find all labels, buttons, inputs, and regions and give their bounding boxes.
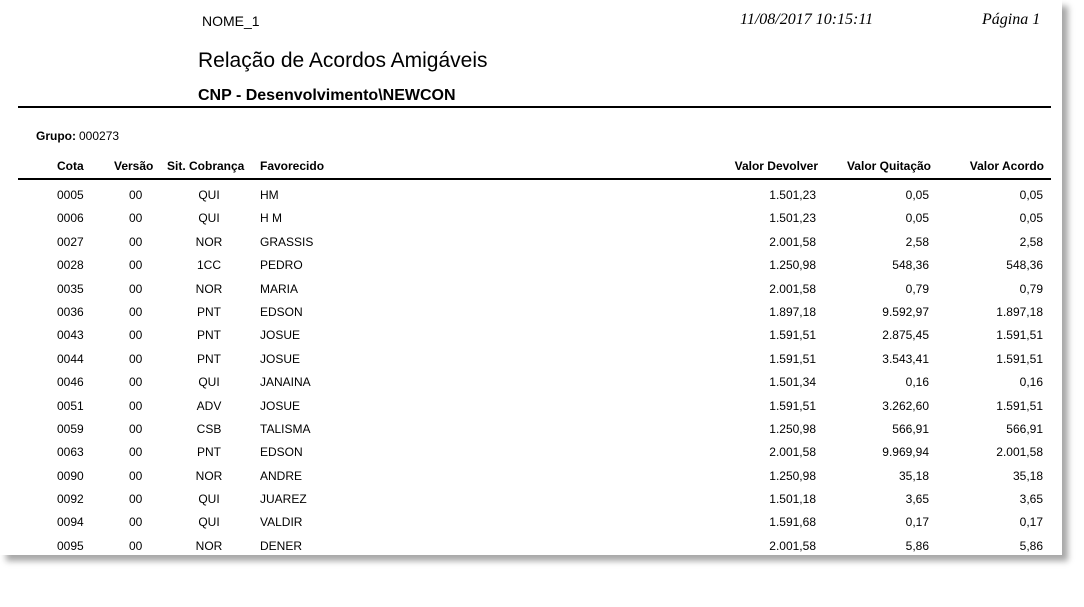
cell-versao: 00 [129,281,143,296]
column-header-cota: Cota [57,159,84,173]
cell-valor-acordo: 2.001,58 [996,445,1043,460]
cell-favorecido: JANAINA [260,375,311,390]
cell-sit-cobranca: QUI [198,375,220,390]
cell-valor-devolver: 1.897,18 [769,304,816,319]
group-label: Grupo: [36,129,76,143]
cell-favorecido: JOSUE [260,398,301,413]
cell-cota: 0059 [57,421,84,436]
column-header-sit-cobranca: Sit. Cobrança [167,159,245,173]
cell-valor-quitacao: 2.875,45 [882,328,929,343]
cell-versao: 00 [129,398,143,413]
cell-valor-acordo: 35,18 [1012,468,1043,483]
cell-valor-quitacao: 9.592,97 [882,304,929,319]
table-row [0,209,1062,232]
cell-valor-acordo: 0,05 [1019,188,1043,202]
cell-valor-acordo: 1.591,51 [996,351,1043,366]
cell-versao: 00 [129,375,143,390]
cell-favorecido: HM [260,188,279,202]
table-row [0,467,1062,490]
table-row [0,537,1062,555]
cell-valor-acordo: 566,91 [1006,421,1043,436]
cell-cota: 0043 [57,328,84,343]
table-row [0,280,1062,303]
cell-sit-cobranca: PNT [197,328,221,343]
cell-valor-devolver: 1.591,68 [769,515,816,530]
cell-valor-quitacao: 548,36 [892,258,929,273]
cell-favorecido: MARIA [260,281,299,296]
cell-cota: 0094 [57,515,84,530]
cell-cota: 0095 [57,538,84,553]
cell-valor-acordo: 1.897,18 [996,304,1043,319]
cell-versao: 00 [129,445,143,460]
cell-valor-acordo: 1.591,51 [996,328,1043,343]
cell-valor-acordo: 0,17 [1019,515,1043,530]
cell-valor-quitacao: 566,91 [892,421,929,436]
cell-cota: 0036 [57,304,84,319]
cell-versao: 00 [129,351,143,366]
cell-favorecido: JOSUE [260,351,301,366]
cell-valor-acordo: 0,05 [1019,211,1043,226]
cell-versao: 00 [129,234,143,249]
header-divider [18,106,1051,108]
table-row [0,443,1062,466]
cell-valor-quitacao: 3.543,41 [882,351,929,366]
cell-valor-quitacao: 0,79 [905,281,929,296]
cell-valor-quitacao: 35,18 [898,468,929,483]
cell-cota: 0006 [57,211,84,226]
cell-cota: 0092 [57,492,84,507]
cell-sit-cobranca: NOR [195,538,223,553]
cell-favorecido: VALDIR [260,515,303,530]
cell-valor-devolver: 1.501,18 [769,492,816,507]
cell-versao: 00 [129,538,143,553]
cell-versao: 00 [129,328,143,343]
cell-valor-acordo: 0,79 [1019,281,1043,296]
report-subtitle: CNP - Desenvolvimento\NEWCON [198,87,456,104]
cell-valor-devolver: 1.501,23 [769,188,816,202]
cell-cota: 0035 [57,281,84,296]
cell-valor-quitacao: 0,17 [905,515,929,530]
column-header-valor-devolver: Valor Devolver [734,159,818,173]
column-header-valor-acordo: Valor Acordo [969,159,1044,173]
cell-favorecido: JOSUE [260,328,301,343]
cell-cota: 0044 [57,351,84,366]
cell-favorecido: TALISMA [260,421,311,436]
cell-valor-devolver: 2.001,58 [769,538,816,553]
table-row [0,186,1062,209]
cell-valor-devolver: 1.250,98 [769,468,816,483]
report-datetime: 11/08/2017 10:15:11 [740,11,874,28]
cell-sit-cobranca: PNT [197,351,221,366]
cell-favorecido: EDSON [260,445,303,460]
cell-valor-quitacao: 3,65 [905,492,929,507]
table-row [0,513,1062,536]
cell-sit-cobranca: QUI [198,188,220,202]
cell-sit-cobranca: NOR [195,234,223,249]
table-row [0,303,1062,326]
column-header-valor-quitacao: Valor Quitação [846,159,931,173]
table-row [0,397,1062,420]
cell-sit-cobranca: PNT [197,304,221,319]
cell-sit-cobranca: 1CC [196,258,221,273]
table-row [0,490,1062,513]
cell-valor-acordo: 1.591,51 [996,398,1043,413]
column-header-versao: Versão [114,159,154,173]
cell-valor-devolver: 2.001,58 [769,445,816,460]
cell-cota: 0027 [57,234,84,249]
cell-versao: 00 [129,515,143,530]
cell-valor-acordo: 2,58 [1019,234,1043,249]
cell-valor-quitacao: 0,05 [905,188,929,202]
cell-valor-devolver: 2.001,58 [769,234,816,249]
cell-cota: 0051 [57,398,84,413]
table-row [0,350,1062,373]
cell-valor-devolver: 1.591,51 [769,351,816,366]
cell-cota: 0046 [57,375,84,390]
cell-favorecido: JUAREZ [260,492,307,507]
cell-valor-quitacao: 3.262,60 [882,398,929,413]
cell-valor-devolver: 1.591,51 [769,398,816,413]
cell-valor-acordo: 5,86 [1019,538,1043,553]
cell-valor-quitacao: 9.969,94 [882,445,929,460]
cell-valor-acordo: 0,16 [1019,375,1043,390]
cell-sit-cobranca: CSB [196,421,222,436]
cell-versao: 00 [129,468,143,483]
cell-versao: 00 [129,492,143,507]
cell-sit-cobranca: QUI [198,515,220,530]
cell-valor-acordo: 3,65 [1019,492,1043,507]
cell-valor-quitacao: 2,58 [905,234,929,249]
report-title: Relação de Acordos Amigáveis [198,49,488,72]
cell-cota: 0028 [57,258,84,273]
cell-valor-devolver: 1.591,51 [769,328,816,343]
cell-favorecido: GRASSIS [260,234,314,249]
cell-valor-quitacao: 0,16 [905,375,929,390]
table-row [0,373,1062,396]
cell-valor-quitacao: 0,05 [905,211,929,226]
table-row [0,256,1062,279]
cell-favorecido: PEDRO [260,258,303,273]
cell-cota: 0090 [57,468,84,483]
group-value: 000273 [79,129,120,143]
page-number: Página 1 [982,11,1041,28]
cell-sit-cobranca: QUI [198,492,220,507]
cell-sit-cobranca: NOR [195,468,223,483]
cell-valor-devolver: 2.001,58 [769,281,816,296]
column-header-divider [18,178,1051,180]
cell-versao: 00 [129,421,143,436]
cell-valor-devolver: 1.250,98 [769,421,816,436]
table-row [0,233,1062,256]
report-name: NOME_1 [202,13,260,29]
column-header-favorecido: Favorecido [260,159,325,173]
cell-versao: 00 [129,211,143,226]
cell-versao: 00 [129,304,143,319]
cell-valor-devolver: 1.250,98 [769,258,816,273]
group-line [36,129,119,143]
cell-cota: 0005 [57,188,84,202]
cell-sit-cobranca: PNT [197,445,221,460]
cell-valor-devolver: 1.501,34 [769,375,816,390]
cell-favorecido: H M [260,211,282,226]
cell-sit-cobranca: NOR [195,281,223,296]
cell-favorecido: ANDRE [260,468,303,483]
report-table-body [0,186,1062,555]
table-row [0,420,1062,443]
cell-versao: 00 [129,258,143,273]
cell-favorecido: EDSON [260,304,303,319]
cell-valor-acordo: 548,36 [1006,258,1043,273]
cell-cota: 0063 [57,445,84,460]
cell-valor-devolver: 1.501,23 [769,211,816,226]
cell-favorecido: DENER [260,538,303,553]
cell-valor-quitacao: 5,86 [905,538,929,553]
cell-versao: 00 [129,188,143,202]
table-row [0,326,1062,349]
cell-sit-cobranca: ADV [196,398,222,413]
cell-sit-cobranca: QUI [198,211,220,226]
